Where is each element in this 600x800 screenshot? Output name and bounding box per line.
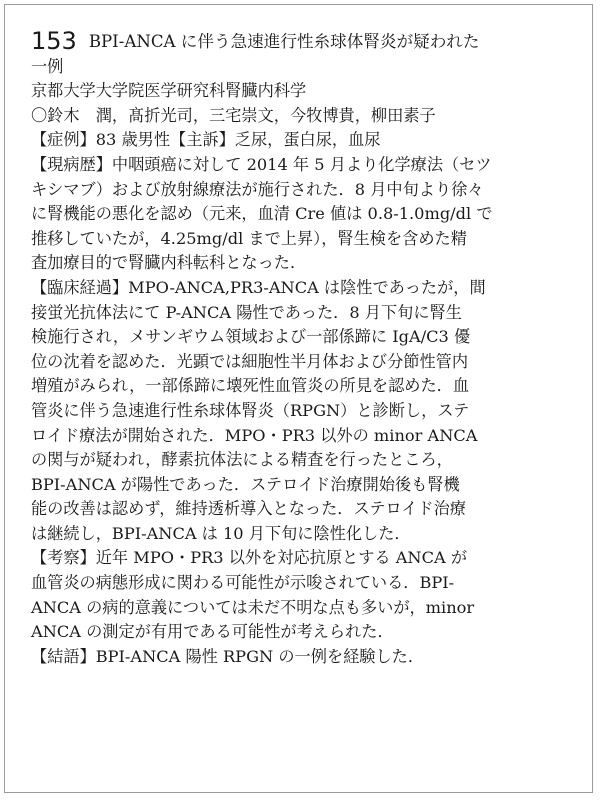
course-line: ロイド療法が開始された．MPO・PR3 以外の minor ANCA: [31, 425, 478, 445]
abstract-number: 153: [31, 27, 77, 55]
authors: 〇鈴木 潤，髙折光司，三宅崇文，今牧博貴，柳田素子: [31, 105, 436, 125]
affiliation: 京都大学大学院医学研究科腎臓内科学: [31, 81, 307, 101]
course-line: 位の沈着を認めた．光顕では細胞性半月体および分節性管内: [31, 351, 469, 371]
conclusion-line: 【結語】BPI-ANCA 陽性 RPGN の一例を経験した．: [31, 646, 425, 666]
discussion-line: 【考察】近年 MPO・PR3 以外を対応抗原とする ANCA が: [31, 548, 468, 568]
discussion-line: ANCA の病的意義については未だ不明な点も多いが，minor: [31, 597, 475, 617]
course-line: 管炎に伴う急速進行性糸球体腎炎（RPGN）と診断し，ステ: [31, 400, 470, 420]
history-line: 【現病歴】中咽頭癌に対して 2014 年 5 月より化学療法（セツ: [31, 154, 492, 174]
discussion-line: ANCA の測定が有用である可能性が考えられた．: [31, 622, 394, 642]
history-section: [31, 153, 579, 276]
abstract-title: [31, 29, 579, 55]
case-line: 【症例】83 歳男性【主訴】乏尿，蛋白尿，血尿: [31, 130, 381, 150]
history-line: キシマブ）および放射線療法が施行された．8 月中旬より徐々: [31, 179, 484, 199]
course-line: 検施行され，メサンギウム領域および一部係蹄に IgA/C3 優: [31, 327, 471, 347]
course-line: 能の改善は認めず，維持透析導入となった．ステロイド治療: [31, 499, 466, 519]
abstract-content: [31, 29, 579, 669]
history-line: 推移していたが，4.25mg/dl まで上昇），腎生検を含めた精: [31, 228, 467, 248]
course-line: 増殖がみられ，一部係蹄に壊死性血管炎の所見を認めた．血: [31, 376, 470, 396]
course-line: 【臨床経過】MPO-ANCA,PR3-ANCA は陰性であったが，間: [31, 277, 486, 297]
title-line-2: 一例: [31, 56, 64, 76]
abstract-page: [4, 4, 593, 793]
course-line: の関与が疑われ，酵素抗体法による精査を行ったところ，: [31, 450, 453, 470]
course-line: 接蛍光抗体法にて P-ANCA 陽性であった．8 月下旬に腎生: [31, 302, 462, 322]
discussion-section: [31, 546, 579, 644]
discussion-line: 血管炎の病態形成に関わる可能性が示唆されている．BPI-: [31, 573, 455, 593]
course-section: [31, 276, 579, 547]
title-line-1: BPI-ANCA に伴う急速進行性糸球体腎炎が疑われた: [88, 32, 480, 51]
course-line: は継続し，BPI-ANCA は 10 月下旬に陰性化した．: [31, 523, 411, 543]
history-line: 査加療目的で腎臓内科転科となった．: [31, 253, 307, 273]
course-line: BPI-ANCA が陽性であった．ステロイド治療開始後も腎機: [31, 474, 460, 494]
history-line: に腎機能の悪化を認め（元来，血清 Cre 値は 0.8-1.0mg/dl で: [31, 204, 493, 224]
